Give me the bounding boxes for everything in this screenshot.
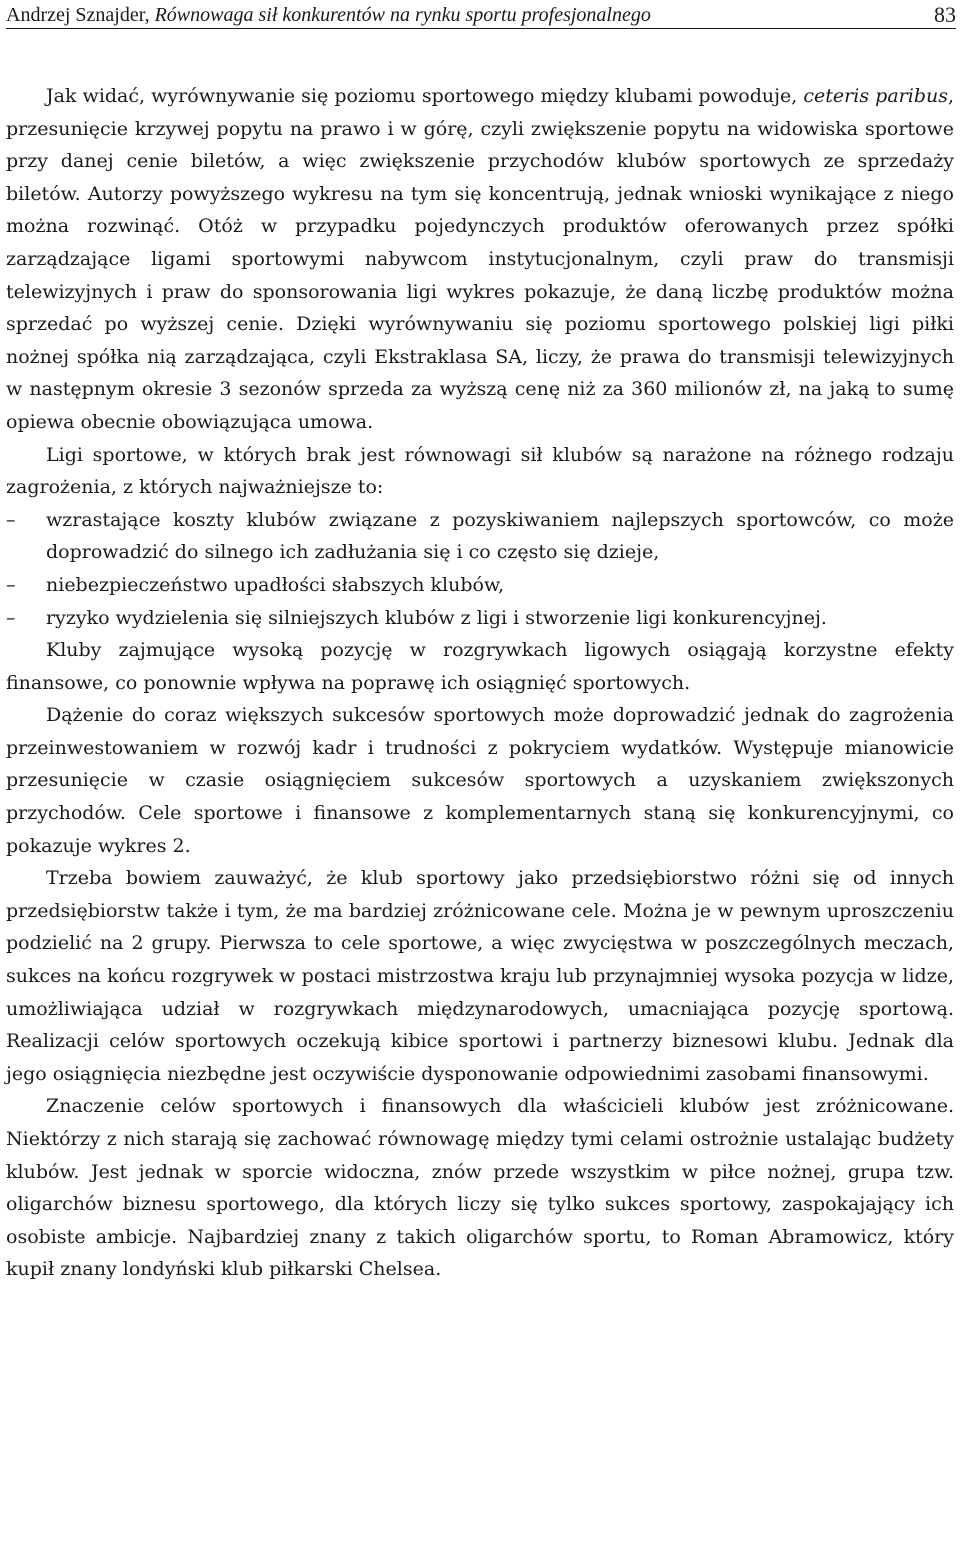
list-item [6, 504, 954, 569]
paragraph-1-italic: ceteris paribus [803, 85, 948, 107]
list-dash: – [6, 508, 16, 531]
paragraph-2: Ligi sportowe, w których brak jest równowagi sił klubów są narażone na różnego rodzaju zagrożenia, z których najważniejsze to: [6, 443, 954, 499]
page-number: 83 [934, 2, 956, 27]
header-author: Andrzej Sznajder, [6, 4, 155, 26]
paragraph-1-text-a: Jak widać, wyrównywanie się poziomu sportowego między klubami powoduje, [46, 85, 804, 107]
paragraph-1 [6, 80, 954, 439]
paragraph-1-text-b: , przesunięcie krzywej popytu na prawo i w górę, czyli zwiększenie popytu na widowiska sportowe przy danej cenie biletów, a więc zwiększenie przychodów klubów sportowych ze sprzedaży biletów. Autorzy powyższego wykresu na tym się koncentrują, jednak wnioski wynikające z niego można rozwinąć. Otóż w przypadku pojedynczych produktów oferowanych przez spółki zarządzające ligami sportowymi nabywcom instytucjonalnym, czyli praw do transmisji telewizyjnych i praw do sponsorowania ligi wykres pokazuje, że daną liczbę produktów można sprzedać po wyższej cenie. Dzięki wyrównywaniu się poziomu sportowego polskiej ligi piłki nożnej spółka nią zarządzająca, czyli Ekstraklasa SA, liczy, że prawa do transmisji telewizyjnych w następnym okresie 3 sezonów sprzeda za wyższą cenę niż za 360 milionów zł, na jaką to sumę opiewa obecnie obowiązująca umowa. [6, 85, 955, 433]
threat-list [6, 504, 954, 634]
paragraph-4: Dążenie do coraz większych sukcesów sportowych może doprowadzić jednak do zagrożenia przeinwestowaniem w rozwój kadr i trudności z pokryciem wydatków. Występuje mianowicie przesunięcie w czasie osiągnięciem sukcesów sportowych a uzyskaniem zwiększonych przychodów. Cele sportowe i finansowe z komplementarnych staną się konkurencyjnymi, co pokazuje wykres 2. [6, 704, 954, 857]
header-citation [6, 2, 651, 28]
paragraph-6: Znaczenie celów sportowych i finansowych dla właścicieli klubów jest zróżnicowane. Niektórzy z nich starają się zachować równowagę między tymi celami ostrożnie ustalając budżety klubów. Jest jednak w sporcie widoczna, znów przede wszystkim w piłce nożnej, grupa tzw. oligarchów biznesu sportowego, dla których liczy się tylko sukces sportowy, zaspokajający ich osobiste ambicje. Najbardziej znany z takich oligarchów sportu, to Roman Abramowicz, który kupił znany londyński klub piłkarski Chelsea. [6, 1095, 954, 1281]
header-title: Równowaga sił konkurentów na rynku sportu profesjonalnego [154, 4, 651, 26]
list-dash: – [6, 573, 16, 596]
list-item-text: wzrastające koszty klubów związane z pozyskiwaniem najlepszych sportowców, co może doprowadzić do silnego ich zadłużania się i co często się dzieje, [46, 508, 954, 564]
list-item [6, 602, 954, 635]
list-item [6, 569, 954, 602]
list-item-text: niebezpieczeństwo upadłości słabszych klubów, [46, 573, 505, 596]
running-header [6, 2, 956, 29]
list-dash: – [6, 606, 16, 629]
paragraph-5: Trzeba bowiem zauważyć, że klub sportowy jako przedsiębiorstwo różni się od innych przedsiębiorstw także i tym, że ma bardziej zróżnicowane cele. Można je w pewnym uproszczeniu podzielić na 2 grupy. Pierwsza to cele sportowe, a więc zwycięstwa w poszczególnych meczach, sukces na końcu rozgrywek w postaci mistrzostwa kraju lub przynajmniej wysoka pozycja w lidze, umożliwiająca udział w rozgrywkach międzynarodowych, umacniająca pozycję sportową. Realizacji celów sportowych oczekują kibice sportowi i partnerzy biznesowi klubu. Jednak dla jego osiągnięcia niezbędne jest oczywiście dysponowanie odpowiednimi zasobami finansowymi. [6, 867, 954, 1085]
list-item-text: ryzyko wydzielenia się silniejszych klubów z ligi i stworzenie ligi konkurencyjnej. [46, 606, 827, 629]
paragraph-3: Kluby zajmujące wysoką pozycję w rozgrywkach ligowych osiągają korzystne efekty finansowe, co ponownie wpływa na poprawę ich osiągnięć sportowych. [6, 639, 954, 694]
body-text [6, 80, 954, 1286]
